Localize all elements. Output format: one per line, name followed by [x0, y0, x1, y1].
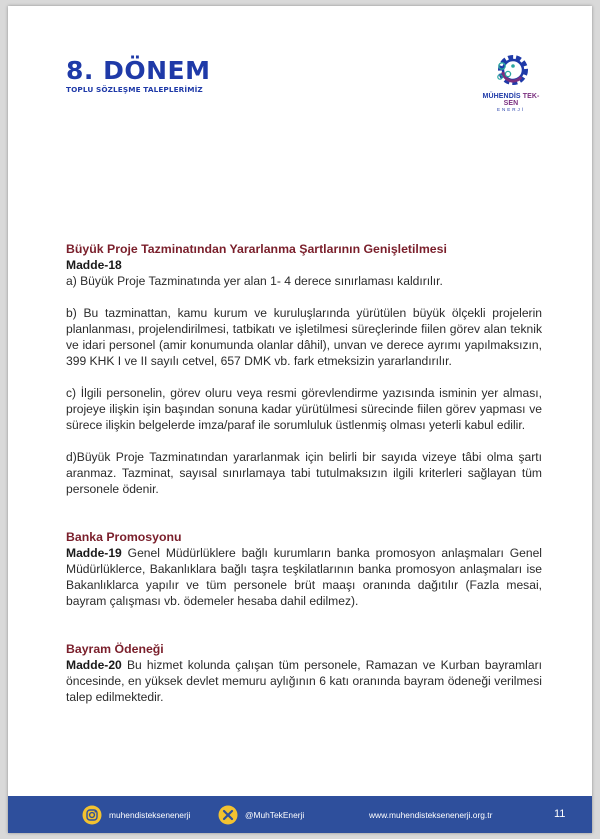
brand-subtitle: TOPLU SÖZLEŞME TALEPLERİMİZ	[66, 85, 203, 94]
logo-name: MÜHENDİS TEK-SEN	[482, 93, 540, 107]
union-logo	[476, 52, 546, 112]
website-link: www.muhendisteksenenerji.org.tr	[369, 809, 493, 820]
madde-20-label: Madde-20	[66, 658, 122, 672]
page-footer	[8, 796, 592, 833]
paragraph-d: d)Büyük Proje Tazminatından yararlanmak için belirli bir sayıda vizeye tâbi olma şartı aranmaz. Tazminat, sayısal sınırlamaya tabi tutulmaksızın ilgili kriterleri sağlayan tüm personele ödenir.	[66, 450, 542, 496]
brand-title: 8. DÖNEM	[66, 56, 211, 85]
paragraph-a: a) Büyük Proje Tazminatında yer alan 1- 4 derece sınırlaması kaldırılır.	[66, 274, 443, 288]
madde-20-paragraph: Madde-20 Bu hizmet kolunda çalışan tüm personele, Ramazan ve Kurban bayramları öncesinde, en yüksek devlet memuru aylığının 6 katı oranında bayram ödeneği verilmesi talep edilmektedir.	[66, 658, 542, 704]
document-content	[66, 241, 542, 705]
x-handle: @MuhTekEnerji	[245, 809, 305, 820]
section-heading-buyuk-proje: Büyük Proje Tazminatından Yararlanma Şartlarının Genişletilmesi	[66, 242, 447, 256]
madde-18-label: Madde-18	[66, 258, 122, 272]
section-heading-banka-promosyonu: Banka Promosyonu	[66, 530, 182, 544]
madde-19-paragraph: Madde-19 Genel Müdürlüklere bağlı kurumların banka promosyon anlaşmaları Genel Müdürlüklerce, Bakanlıklara bağlı taşra teşkilatlarının banka promosyon anlaşmaları ise Bakanlıklarca yapılır ve tüm personele brüt maaşı oranında dağıtılır (Fazla mesai, bayram çalışması vb. ödemeler hesaba dahil edilmez).	[66, 546, 542, 608]
madde-19-label: Madde-19	[66, 546, 122, 560]
brand-header	[66, 58, 210, 94]
gear-logo-icon	[489, 52, 533, 92]
instagram-icon	[82, 805, 102, 825]
footer-x[interactable]	[218, 796, 304, 833]
instagram-handle: muhendisteksenenerji	[109, 809, 191, 820]
paragraph-c: c) İlgili personelin, görev oluru veya resmi görevlendirme yazısında isminin yer alması, projeye ilişkin işin başından sonuna kadar yürütülmesi sürecinde fiilen görev yapması ve sürece ilişkin belgelerde imza/paraf ile sorumluluk üstlenmiş olması yeterli kabul edilir.	[66, 386, 542, 432]
x-icon	[218, 805, 238, 825]
document-page	[8, 6, 592, 833]
footer-instagram[interactable]	[82, 796, 190, 833]
footer-website[interactable]	[369, 796, 492, 833]
section-heading-bayram-odenegi: Bayram Ödeneği	[66, 642, 164, 656]
logo-tagline: ENERJİ	[496, 107, 525, 112]
page-number: 11	[554, 808, 566, 820]
paragraph-b: b) Bu tazminattan, kamu kurum ve kuruluşlarında yürütülen büyük ölçekli projelerin planlanması, projelendirilmesi, tatbikatı ve işletilmesi süreçlerinde fiilen görev alan teknik ve idari personel (amir konumunda olanlar dâhil), unvan ve derece ayrımı yapılmaksızın, 399 KHK I ve II sayılı cetvel, 657 DMK vb. fark etmeksizin yararlandırılır.	[66, 306, 542, 368]
